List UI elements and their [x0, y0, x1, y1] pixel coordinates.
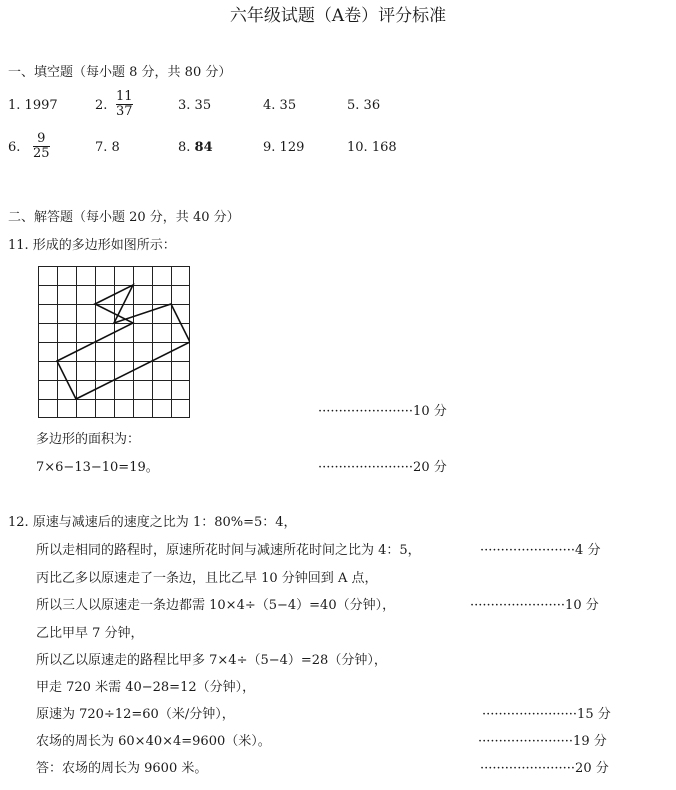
q11-score-20: ·······················20 分 [318, 460, 447, 475]
q11-area-label: 多边形的面积为： [36, 432, 141, 447]
polygon-grid-figure [38, 266, 190, 418]
q12-answer-line: 答：农场的周长为 9600 米。 [36, 761, 208, 776]
q11-area-calculation: 7×6−13−10=19。 [36, 460, 159, 475]
q12-score-10: ·······················10 分 [470, 598, 599, 613]
q12-line-4: 所以三人以原速走一条边都需 10×4÷（5−4）=40（分钟）， [36, 598, 396, 613]
answer-5: 5. 36 [347, 98, 381, 113]
answer-2-number: 2. [95, 98, 108, 113]
q12-line-3: 丙比乙多以原速走了一条边，且比乙早 10 分钟回到 A 点， [36, 571, 378, 586]
section2-heading: 二、解答题（每小题 20 分，共 40 分） [8, 210, 240, 225]
answer-10: 10. 168 [347, 140, 397, 155]
q12-line-6: 所以乙以原速走的路程比甲多 7×4÷（5−4）=28（分钟）， [36, 653, 387, 668]
section1-heading: 一、填空题（每小题 8 分，共 80 分） [8, 65, 232, 80]
q11-score-10: ·······················10 分 [318, 404, 447, 419]
answer-7: 7. 8 [95, 140, 120, 155]
denominator: 25 [33, 146, 50, 161]
q11-intro: 11. 形成的多边形如图所示： [8, 238, 176, 253]
q12-line-8: 原速为 720÷12=60（米/分钟）， [36, 707, 235, 722]
numerator: 11 [116, 89, 133, 104]
page-title: 六年级试题（A卷）评分标准 [229, 6, 447, 26]
answer-3: 3. 35 [178, 98, 212, 113]
grid-lines [38, 266, 190, 418]
q12-score-20: ·······················20 分 [480, 761, 609, 776]
q12-score-15: ·······················15 分 [482, 707, 611, 722]
answer-8: 8. 84 [178, 140, 213, 155]
q12-line-7: 甲走 720 米需 40−28=12（分钟）， [36, 680, 256, 695]
answer-1: 1. 1997 [8, 98, 58, 113]
answer-4: 4. 35 [263, 98, 297, 113]
q12-line-2: 所以走相同的路程时，原速所花时间与减速所花时间之比为 4：5， [36, 543, 421, 558]
q12-line-5: 乙比甲早 7 分钟， [36, 626, 144, 641]
q12-score-19: ·······················19 分 [478, 734, 607, 749]
q12-line-9: 农场的周长为 60×40×4=9600（米）。 [36, 734, 271, 749]
answer-6-number: 6. [8, 140, 21, 155]
answer-2-fraction [116, 90, 133, 119]
q12-line-1: 12. 原速与减速后的速度之比为 1：80%=5：4， [8, 515, 297, 530]
answer-9: 9. 129 [263, 140, 305, 155]
numerator: 9 [37, 131, 46, 146]
denominator: 37 [116, 104, 133, 119]
answer-6-fraction [33, 132, 50, 161]
q12-score-4: ·······················4 分 [480, 543, 601, 558]
